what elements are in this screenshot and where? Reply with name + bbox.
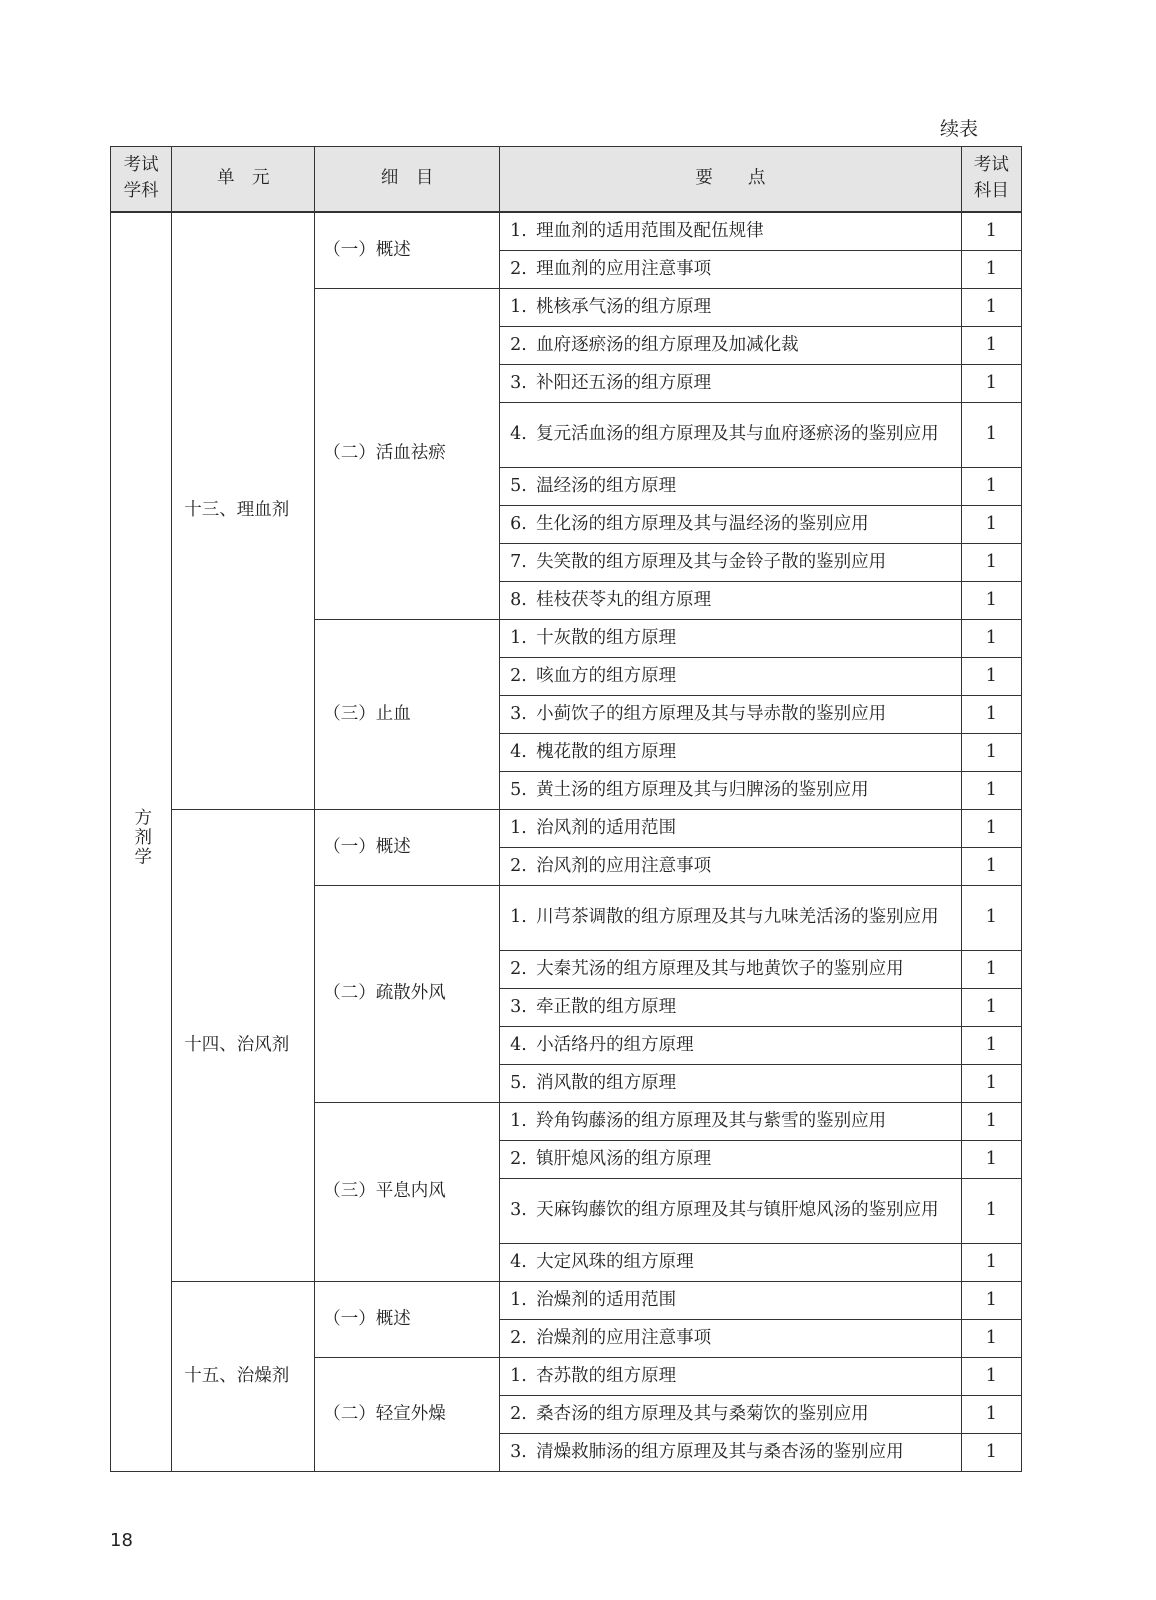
level-cell: 1 (961, 1141, 1021, 1179)
point-cell (500, 848, 962, 886)
header-level: 考试科目 (961, 147, 1021, 213)
point-cell (500, 544, 962, 582)
point-number: 2. (510, 1327, 527, 1348)
point-cell (500, 810, 962, 848)
point-number: 8. (510, 589, 527, 610)
point-text: 治燥剂的适用范围 (536, 1289, 677, 1310)
detail-cell: （三）平息内风 (315, 1103, 500, 1282)
level-cell: 1 (961, 582, 1021, 620)
point-number: 1. (510, 627, 527, 648)
point-cell (500, 886, 962, 951)
point-cell (500, 1396, 962, 1434)
point-cell (500, 772, 962, 810)
level-cell: 1 (961, 1244, 1021, 1282)
point-cell (500, 1027, 962, 1065)
point-cell (500, 289, 962, 327)
level-cell: 1 (961, 289, 1021, 327)
level-cell: 1 (961, 327, 1021, 365)
point-number: 1. (510, 817, 527, 838)
point-cell (500, 989, 962, 1027)
point-text: 治风剂的适用范围 (536, 817, 677, 838)
unit-cell: 十五、治燥剂 (172, 1282, 315, 1472)
point-text: 川芎茶调散的组方原理及其与九味羌活汤的鉴别应用 (536, 907, 939, 928)
point-number: 2. (510, 855, 527, 876)
level-cell: 1 (961, 1027, 1021, 1065)
point-number: 3. (510, 703, 527, 724)
point-number: 4. (510, 424, 527, 445)
point-cell (500, 620, 962, 658)
table-row (111, 212, 1022, 251)
point-text: 天麻钩藤饮的组方原理及其与镇肝熄风汤的鉴别应用 (536, 1200, 939, 1221)
continuation-label: 续表 (940, 118, 979, 140)
point-number: 4. (510, 1034, 527, 1055)
point-number: 2. (510, 258, 527, 279)
table-row (111, 1282, 1022, 1320)
point-text: 大定风珠的组方原理 (536, 1251, 694, 1272)
detail-cell: （二）疏散外风 (315, 886, 500, 1103)
point-number: 1. (510, 220, 527, 241)
table-body (111, 147, 1022, 1472)
level-cell: 1 (961, 1179, 1021, 1244)
point-text: 大秦艽汤的组方原理及其与地黄饮子的鉴别应用 (536, 958, 904, 979)
point-text: 桑杏汤的组方原理及其与桑菊饮的鉴别应用 (536, 1403, 869, 1424)
detail-cell: （二）轻宣外燥 (315, 1358, 500, 1472)
point-number: 3. (510, 996, 527, 1017)
point-number: 2. (510, 665, 527, 686)
header-unit: 单 元 (172, 147, 315, 213)
level-cell: 1 (961, 772, 1021, 810)
point-text: 清燥救肺汤的组方原理及其与桑杏汤的鉴别应用 (536, 1441, 904, 1462)
point-number: 5. (510, 779, 527, 800)
point-text: 桃核承气汤的组方原理 (536, 296, 712, 317)
point-number: 7. (510, 551, 527, 572)
level-cell: 1 (961, 1282, 1021, 1320)
point-cell (500, 1244, 962, 1282)
detail-cell: （一）概述 (315, 1282, 500, 1358)
point-number: 2. (510, 1403, 527, 1424)
point-number: 1. (510, 1110, 527, 1131)
header-subject: 考试学科 (111, 147, 172, 213)
point-number: 1. (510, 907, 527, 928)
point-number: 2. (510, 334, 527, 355)
point-text: 治燥剂的应用注意事项 (536, 1327, 712, 1348)
point-cell (500, 1141, 962, 1179)
point-text: 槐花散的组方原理 (536, 741, 677, 762)
level-cell: 1 (961, 1320, 1021, 1358)
point-cell (500, 1320, 962, 1358)
point-cell (500, 582, 962, 620)
point-cell (500, 468, 962, 506)
level-cell: 1 (961, 468, 1021, 506)
point-cell (500, 1282, 962, 1320)
level-cell: 1 (961, 506, 1021, 544)
point-number: 3. (510, 1441, 527, 1462)
point-text: 温经汤的组方原理 (536, 475, 677, 496)
point-cell (500, 734, 962, 772)
level-cell: 1 (961, 620, 1021, 658)
point-number: 1. (510, 1289, 527, 1310)
unit-cell: 十四、治风剂 (172, 810, 315, 1282)
level-cell: 1 (961, 810, 1021, 848)
point-number: 4. (510, 741, 527, 762)
point-text: 小蓟饮子的组方原理及其与导赤散的鉴别应用 (536, 703, 887, 724)
unit-cell: 十三、理血剂 (172, 212, 315, 810)
point-text: 补阳还五汤的组方原理 (536, 372, 712, 393)
point-cell (500, 658, 962, 696)
point-text: 理血剂的应用注意事项 (536, 258, 712, 279)
point-number: 2. (510, 958, 527, 979)
level-cell: 1 (961, 734, 1021, 772)
level-cell: 1 (961, 403, 1021, 468)
detail-cell: （二）活血祛瘀 (315, 289, 500, 620)
point-cell (500, 1065, 962, 1103)
point-text: 杏苏散的组方原理 (536, 1365, 677, 1386)
subject-label: 方剂学 (131, 808, 152, 867)
point-text: 理血剂的适用范围及配伍规律 (536, 220, 764, 241)
syllabus-table (110, 146, 1022, 1472)
point-text: 桂枝茯苓丸的组方原理 (536, 589, 712, 610)
header-detail: 细 目 (315, 147, 500, 213)
point-text: 十灰散的组方原理 (536, 627, 677, 648)
level-cell: 1 (961, 251, 1021, 289)
point-text: 生化汤的组方原理及其与温经汤的鉴别应用 (536, 513, 869, 534)
point-number: 3. (510, 1200, 527, 1221)
point-cell (500, 212, 962, 251)
point-cell (500, 1434, 962, 1472)
level-cell: 1 (961, 1358, 1021, 1396)
level-cell: 1 (961, 365, 1021, 403)
point-number: 3. (510, 372, 527, 393)
point-number: 5. (510, 475, 527, 496)
level-cell: 1 (961, 989, 1021, 1027)
point-text: 失笑散的组方原理及其与金铃子散的鉴别应用 (536, 551, 887, 572)
detail-cell: （一）概述 (315, 212, 500, 289)
header-points: 要 点 (500, 147, 962, 213)
point-cell (500, 365, 962, 403)
level-cell: 1 (961, 1396, 1021, 1434)
detail-cell: （一）概述 (315, 810, 500, 886)
point-cell (500, 1358, 962, 1396)
point-number: 5. (510, 1072, 527, 1093)
point-text: 复元活血汤的组方原理及其与血府逐瘀汤的鉴别应用 (536, 424, 939, 445)
point-text: 小活络丹的组方原理 (536, 1034, 694, 1055)
point-number: 1. (510, 1365, 527, 1386)
point-number: 1. (510, 296, 527, 317)
level-cell: 1 (961, 1103, 1021, 1141)
point-text: 黄土汤的组方原理及其与归脾汤的鉴别应用 (536, 779, 869, 800)
point-cell (500, 327, 962, 365)
point-cell (500, 506, 962, 544)
point-cell (500, 251, 962, 289)
level-cell: 1 (961, 544, 1021, 582)
page-number: 18 (110, 1530, 133, 1551)
subject-cell (111, 212, 172, 1472)
detail-cell: （三）止血 (315, 620, 500, 810)
point-cell (500, 1179, 962, 1244)
point-number: 2. (510, 1148, 527, 1169)
point-text: 消风散的组方原理 (536, 1072, 677, 1093)
level-cell: 1 (961, 848, 1021, 886)
point-text: 羚角钩藤汤的组方原理及其与紫雪的鉴别应用 (536, 1110, 887, 1131)
point-number: 6. (510, 513, 527, 534)
table-row (111, 810, 1022, 848)
point-number: 4. (510, 1251, 527, 1272)
point-text: 牵正散的组方原理 (536, 996, 677, 1017)
point-text: 咳血方的组方原理 (536, 665, 677, 686)
level-cell: 1 (961, 1434, 1021, 1472)
point-cell (500, 951, 962, 989)
level-cell: 1 (961, 658, 1021, 696)
level-cell: 1 (961, 1065, 1021, 1103)
point-text: 镇肝熄风汤的组方原理 (536, 1148, 712, 1169)
level-cell: 1 (961, 696, 1021, 734)
point-cell (500, 403, 962, 468)
point-cell (500, 696, 962, 734)
point-text: 血府逐瘀汤的组方原理及加减化裁 (536, 334, 799, 355)
level-cell: 1 (961, 212, 1021, 251)
header-row (111, 147, 1022, 213)
level-cell: 1 (961, 886, 1021, 951)
level-cell: 1 (961, 951, 1021, 989)
point-cell (500, 1103, 962, 1141)
point-text: 治风剂的应用注意事项 (536, 855, 712, 876)
